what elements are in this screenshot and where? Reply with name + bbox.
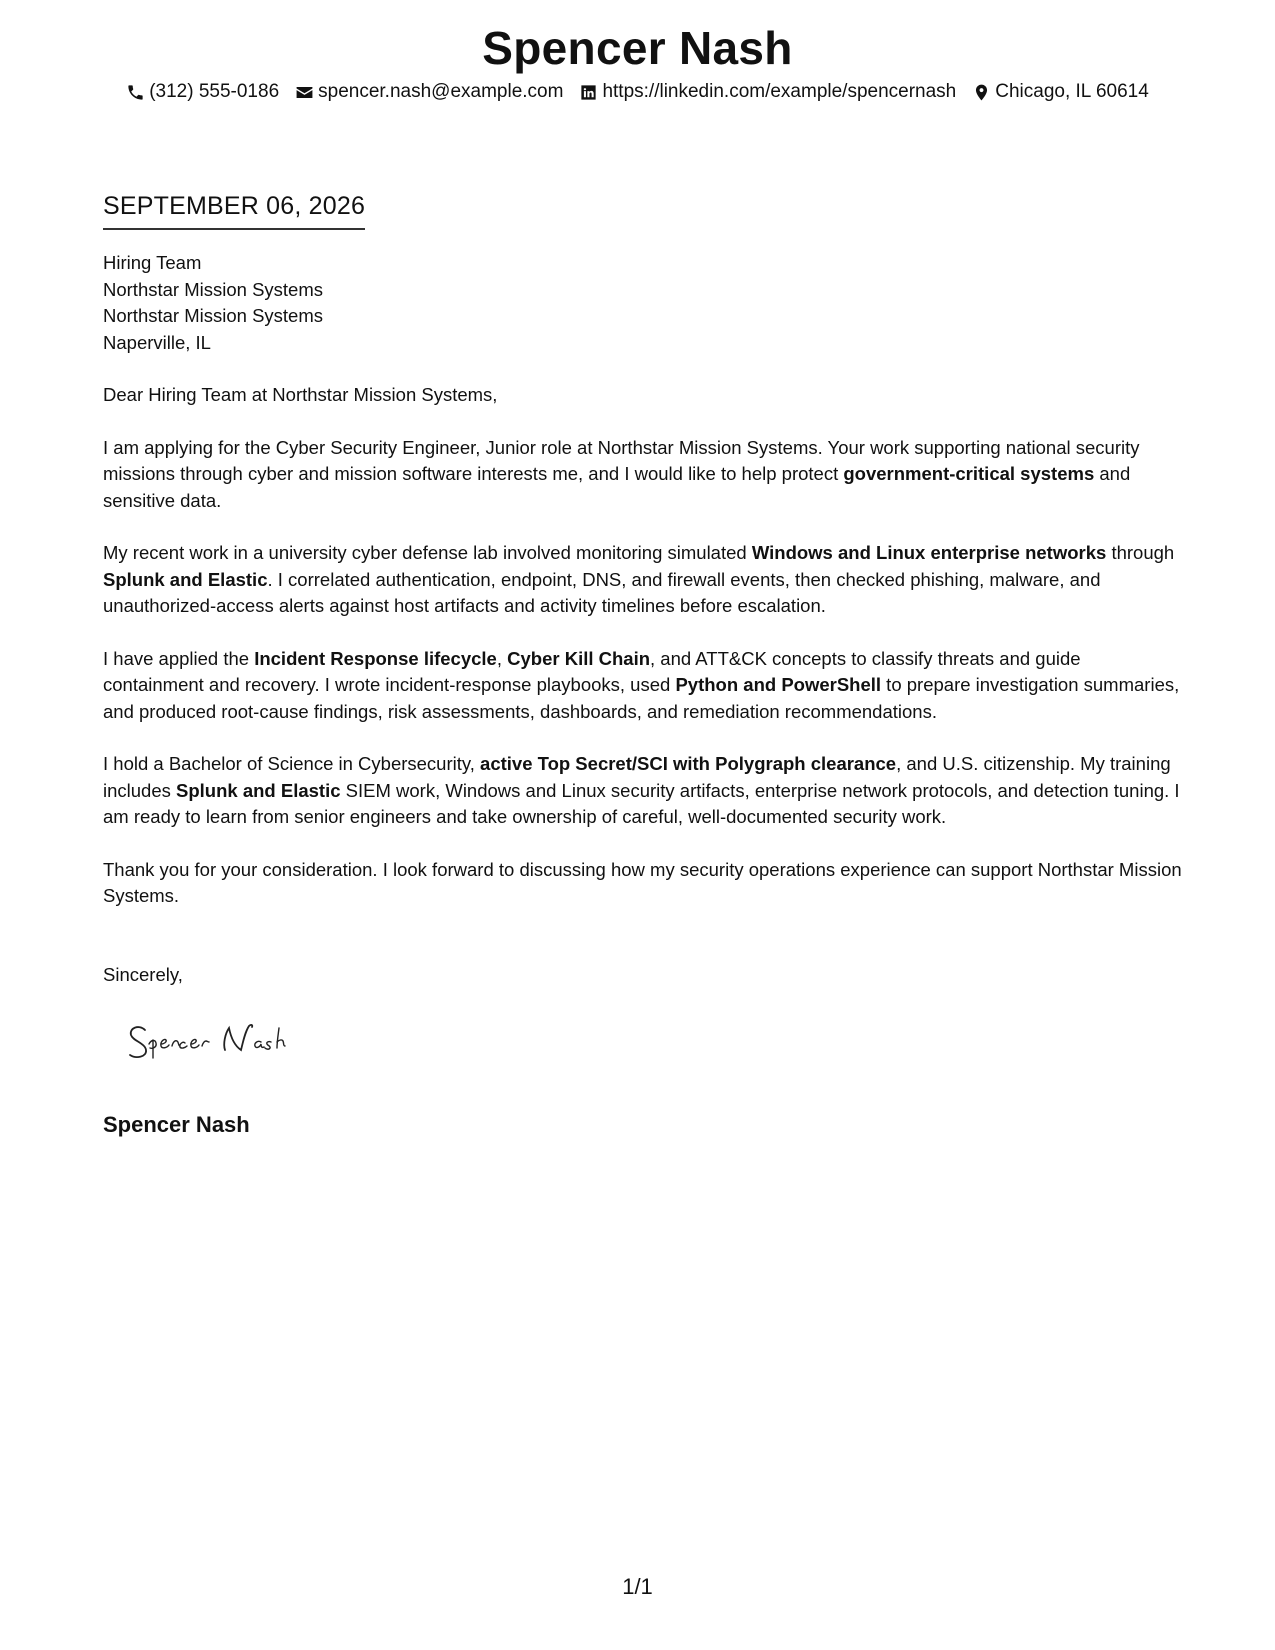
text-run: , and U.S. citizenship. My training includes [103,753,1171,801]
text-run: and sensitive data. [103,463,1131,511]
email-text: spencer.nash@example.com [318,81,564,102]
text-run: Thank you for your consideration. I look forward to discussing how my security operations experience can support Northstar Mission Systems. [103,858,1182,906]
text-run: to prepare investigation summaries, and produced root-cause findings, risk assessments, dashboards, and remediation recommendations. [103,674,1180,722]
linkedin-text: https://linkedin.com/example/spencernash [602,81,957,102]
page-number: 1/1 [622,1574,653,1599]
body-paragraph-4 [103,751,1183,831]
envelope-icon [295,83,314,102]
text-run: I hold a Bachelor of Science in Cybersecurity, [103,753,481,774]
body-paragraph-5 [103,857,1183,910]
phone-text: (312) 555-0186 [149,81,280,102]
applicant-name: Spencer Nash [482,22,793,74]
bold-text-run: active Top Secret/SCI with Polygraph clearance [480,753,897,774]
text-run: , [496,647,508,669]
text-run: I am applying for the Cyber Security Engineer, Junior role at Northstar Mission Systems. Your work supporting national security missions through cyber and mission software interests me, and I would like to help protect [103,436,1140,484]
location-text: Chicago, IL 60614 [995,81,1149,102]
bold-text-run: Windows and Linux enterprise networks [751,542,1107,563]
contact-location [972,80,1149,104]
bold-text-run: Splunk and Elastic [103,568,268,590]
recipient-line: Northstar Mission Systems [103,278,323,300]
contact-linkedin [579,80,956,104]
recipient-line: Naperville, IL [103,331,211,353]
bold-text-run: Splunk and Elastic [176,779,341,801]
salutation: Dear Hiring Team at Northstar Mission Systems, [103,384,498,405]
handwritten-signature [125,1016,345,1064]
text-run: SIEM work, Windows and Linux security artifacts, enterprise network protocols, and detection tuning. I am ready to learn from senior engineers and take ownership of careful, well-documented security work. [103,779,1180,827]
bold-text-run: Python and PowerShell [675,674,882,695]
body-paragraph-2 [103,540,1183,620]
text-run: I have applied the [103,647,255,669]
letter-date: SEPTEMBER 06, 2026 [103,189,365,230]
text-run: My recent work in a university cyber defense lab involved monitoring simulated [103,542,752,563]
map-pin-icon [972,83,991,102]
text-run: , and ATT&CK concepts to classify threats and guide containment and recovery. I wrote incident-response playbooks, used [103,647,1081,695]
contact-bar [0,80,1275,104]
signer-name: Spencer Nash [103,1112,250,1137]
recipient-line: Northstar Mission Systems [103,305,323,326]
body-paragraph-3 [103,646,1183,726]
contact-email [295,80,563,104]
body-paragraph-1 [103,435,1183,515]
phone-icon [126,83,145,102]
contact-phone [126,80,279,104]
text-run: . I correlated authentication, endpoint, DNS, and firewall events, then checked phishing, malware, and unauthorized-access alerts against host artifacts and activity timelines before escalation. [103,568,1101,616]
bold-text-run: Cyber Kill Chain [507,647,651,669]
closing: Sincerely, [103,963,183,985]
bold-text-run: government-critical systems [843,463,1095,484]
linkedin-icon [579,83,598,102]
text-run: through [1106,542,1175,563]
letter-body [103,250,1183,1014]
bold-text-run: Incident Response lifecycle [254,647,497,669]
recipient-line: Hiring Team [103,252,202,273]
recipient-address [103,250,1183,356]
